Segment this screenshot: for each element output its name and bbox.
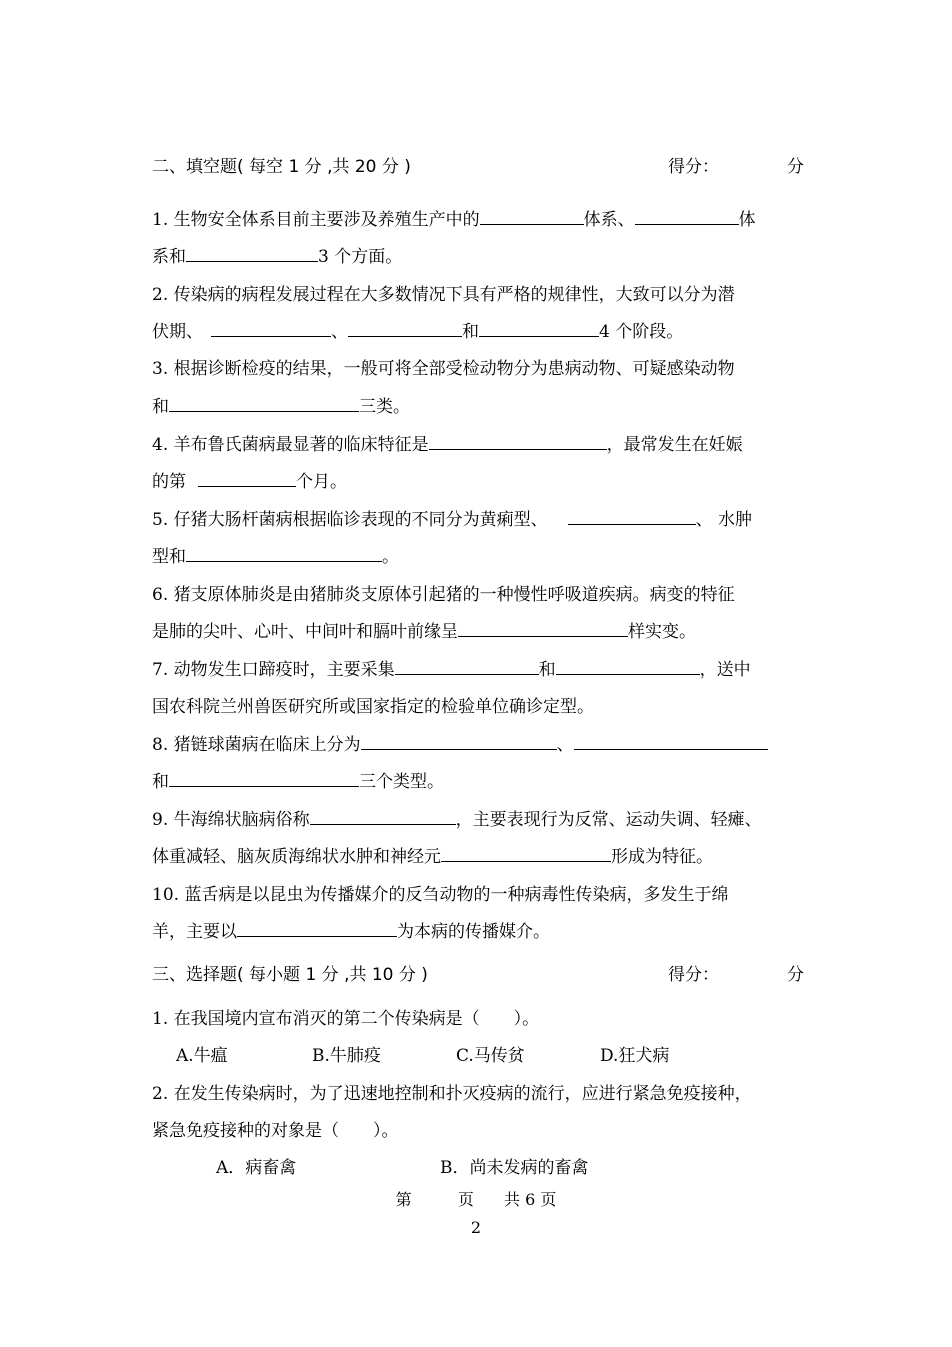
answer-blank[interactable]	[348, 319, 462, 337]
question-8-line-2: 和 三个类型。	[152, 769, 804, 795]
footer-total-pages: 共 6 页	[504, 1190, 557, 1209]
question-9-line-2: 体重减轻、脑灰质海绵状水肿和神经元 形成为特征。	[152, 844, 804, 870]
choice-2-option-a[interactable]: A．病畜禽	[216, 1158, 297, 1178]
answer-blank[interactable]	[169, 769, 359, 787]
question-4-line-1: 4. 羊布鲁氏菌病最显著的临床特征是 ，最常发生在妊娠	[152, 432, 804, 458]
section-2-score-label: 得分：	[668, 157, 719, 177]
answer-blank[interactable]	[479, 319, 599, 337]
page-number: 2	[470, 1218, 482, 1237]
question-7-line-1: 7. 动物发生口蹄疫时，主要采集 和 ，送中	[152, 657, 804, 683]
section-2-header	[152, 154, 804, 180]
section-2-score-unit: 分	[787, 157, 804, 177]
answer-blank[interactable]	[568, 507, 696, 525]
question-4-line-2: 的第 个月。	[152, 469, 804, 495]
answer-blank[interactable]	[198, 469, 296, 487]
answer-blank[interactable]	[169, 394, 359, 412]
footer-ye: 页	[457, 1190, 474, 1209]
question-1-line-1: 1. 生物安全体系目前主要涉及养殖生产中的 体系、 体	[152, 207, 804, 233]
question-6-line-2: 是肺的尖叶、心叶、中间叶和膈叶前缘呈 样实变。	[152, 619, 804, 645]
answer-blank[interactable]	[237, 919, 397, 937]
question-2-line-2: 伏期、 、 和 4 个阶段。	[152, 319, 804, 345]
choice-1-option-b[interactable]: B.牛肺疫	[312, 1046, 381, 1066]
choice-1-option-c[interactable]: C.马传贫	[456, 1046, 525, 1066]
question-9-line-1: 9. 牛海绵状脑病俗称 ，主要表现行为反常、运动失调、轻瘫、	[152, 807, 804, 833]
answer-blank[interactable]	[211, 319, 331, 337]
question-8-line-1: 8. 猪链球菌病在临床上分为 、	[152, 732, 804, 758]
answer-blank[interactable]	[635, 207, 739, 225]
answer-blank[interactable]	[186, 244, 318, 262]
section-3-score-label: 得分：	[668, 965, 719, 985]
choice-1-option-a[interactable]: A.牛瘟	[176, 1046, 228, 1066]
answer-blank[interactable]	[429, 432, 607, 450]
question-2-line-1: 2. 传染病的病程发展过程在大多数情况下具有严格的规律性，大致可以分为潜	[152, 285, 735, 305]
answer-blank[interactable]	[361, 732, 557, 750]
footer-di: 第	[395, 1190, 412, 1209]
question-5-line-1: 5. 仔猪大肠杆菌病根据临诊表现的不同分为黄痢型、 、 水肿	[152, 507, 804, 533]
question-7-line-2: 国农科院兰州兽医研究所或国家指定的检验单位确诊定型。	[152, 697, 594, 717]
choice-question-2-stem-line-1: 2. 在发生传染病时，为了迅速地控制和扑灭疫病的流行，应进行紧急免疫接种，	[152, 1084, 752, 1104]
answer-blank[interactable]	[441, 844, 611, 862]
question-6-line-1: 6. 猪支原体肺炎是由猪肺炎支原体引起猪的一种慢性呼吸道疾病。病变的特征	[152, 585, 735, 605]
question-10-line-2: 羊，主要以 为本病的传播媒介。	[152, 919, 804, 945]
answer-blank[interactable]	[458, 619, 628, 637]
choice-2-option-b[interactable]: B．尚未发病的畜禽	[440, 1158, 589, 1178]
question-3-line-2: 和 三类。	[152, 394, 804, 420]
answer-blank[interactable]	[574, 732, 768, 750]
question-1-line-2: 系和 3 个方面。	[152, 244, 804, 270]
answer-blank[interactable]	[186, 544, 382, 562]
question-10-line-1: 10. 蓝舌病是以昆虫为传播媒介的反刍动物的一种病毒性传染病，多发生于绵	[152, 885, 729, 905]
answer-blank[interactable]	[556, 657, 700, 675]
question-3-line-1: 3. 根据诊断检疫的结果，一般可将全部受检动物分为患病动物、可疑感染动物	[152, 359, 735, 379]
section-2-title: 二、填空题( 每空 1 分 ,共 20 分 )	[152, 157, 411, 177]
answer-blank[interactable]	[480, 207, 584, 225]
section-3-header	[152, 962, 804, 988]
choice-question-2-stem-line-2: 紧急免疫接种的对象是（ ）。	[152, 1121, 399, 1141]
choice-question-1-stem: 1. 在我国境内宣布消灭的第二个传染病是（ ）。	[152, 1009, 540, 1029]
page-footer	[0, 1189, 952, 1211]
question-5-line-2: 型和 。	[152, 544, 804, 570]
choice-1-option-d[interactable]: D.狂犬病	[600, 1046, 670, 1066]
answer-blank[interactable]	[395, 657, 539, 675]
answer-blank[interactable]	[310, 807, 456, 825]
section-3-score-unit: 分	[787, 965, 804, 985]
section-3-title: 三、选择题( 每小题 1 分 ,共 10 分 )	[152, 965, 428, 985]
